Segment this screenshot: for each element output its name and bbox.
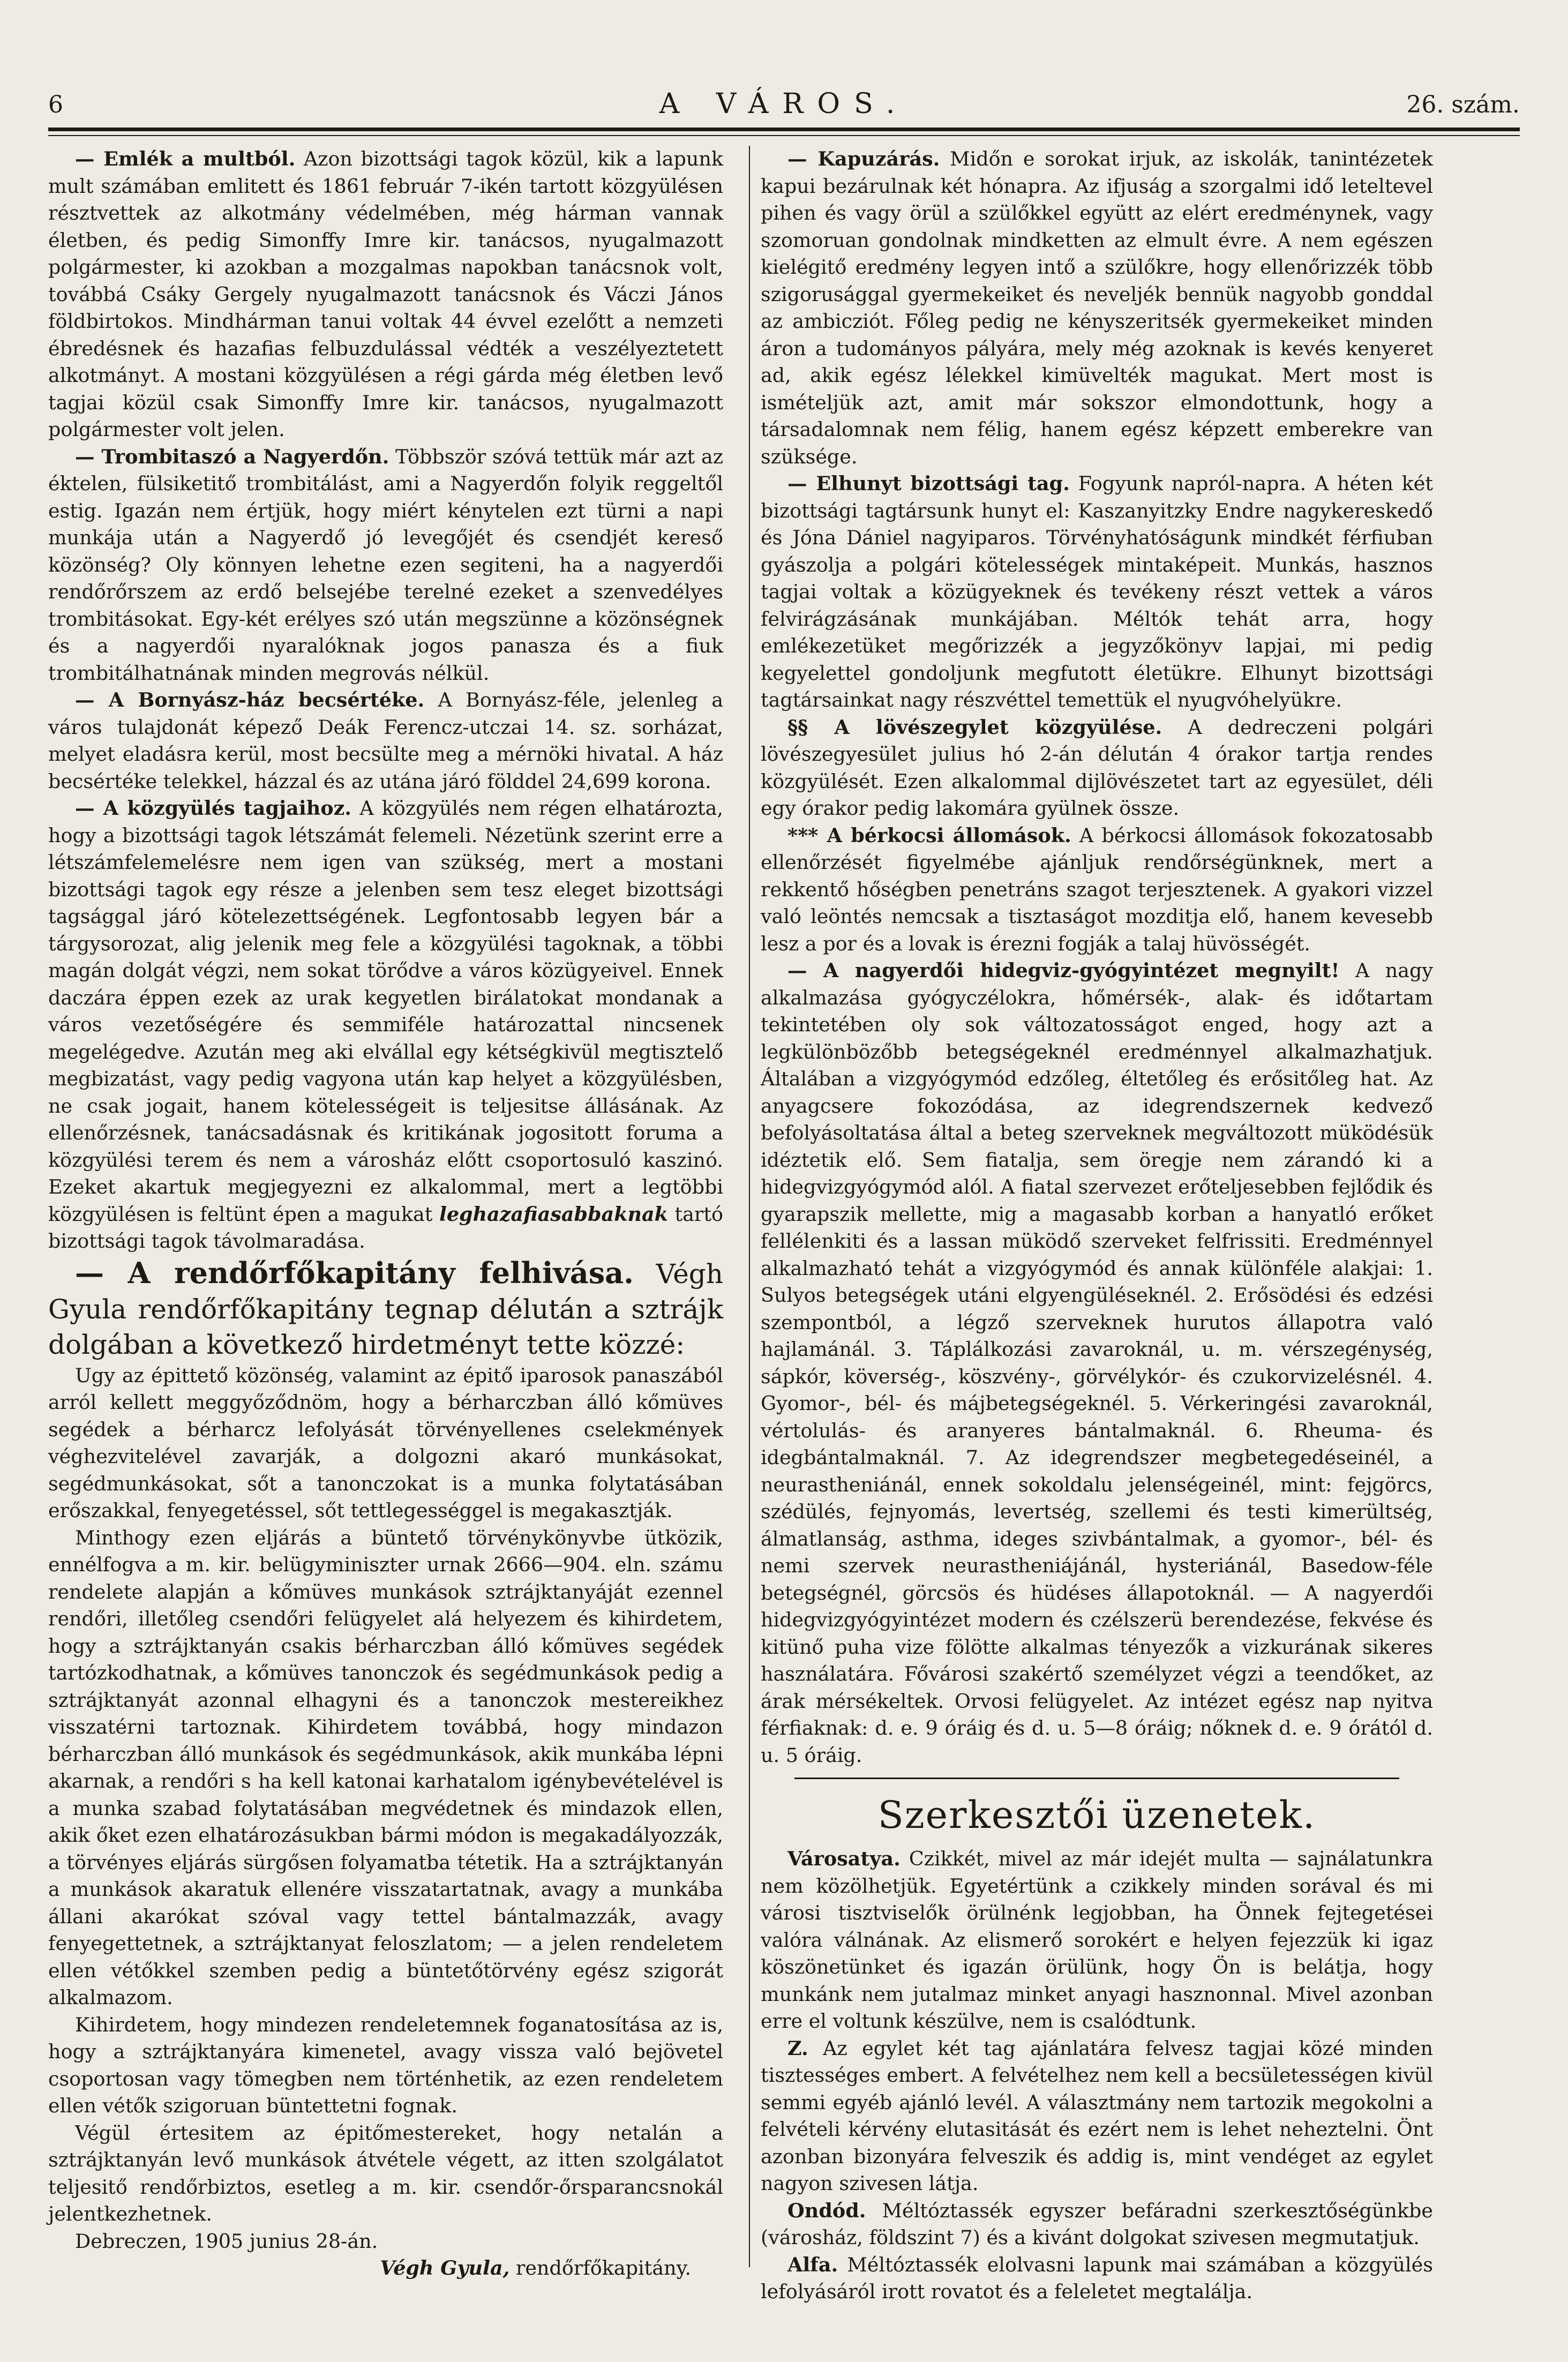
- editor-message: [761, 2035, 1433, 2198]
- article-kapuzaras: [761, 146, 1433, 470]
- message-body: Méltóztassék egyszer befáradni szerkesztőségünkbe (városház, földszint 7) és a kivánt dolgokat szivesen megmutatjuk.: [761, 2199, 1433, 2249]
- article-loveszegylet: [761, 714, 1433, 822]
- message-body: Czikkét, mivel az már idejét multa — sajnálatunkra nem közölhetjük. Egyetértünk a czikkely minden sorával és mi városi tisztviselők örülnénk legjobban, ha Önnek fejtegetései valóra válnának. Az elismerő sorokért e helyen fejezzük ki igaz köszönetünket és igazán örülünk, hogy Ön is belátja, hogy munkánk nem jutalmaz minket anyagi hasznonnal. Mivel azonban erre el voltunk készülve, nem is csalódtunk.: [761, 1847, 1433, 2033]
- article-hidegviz: [761, 957, 1433, 1769]
- article-title: — A rendőrfőkapitány felhivása.: [75, 1255, 634, 1290]
- header-rule-thick: [48, 128, 1520, 131]
- notice-paragraph: Minthogy ezen eljárás a büntető törvénykönyvbe ütközik, ennélfogva a m. kir. belügyminiszter urnak 2666—904. eln. számu rendelete alapján a kőmüves munkások sztrájktanyáját ezennel rendőri, illetőleg csendőri felügyelet alá helyezem és kihirdetem, hogy a sztrájktanyán csakis bérharczban álló kőmüves segédek tartózkodhatnak, a kőmüves tanonczok és segédmunkások pedig a sztrájktanyát azonnal elhagyni és a tanonczok mestereikhez visszatérni tartoznak. Kihirdetem továbbá, hogy mindazon bérharczban álló munkások és segédmunkások, akik munkába lépni akarnak, a rendőri s ha kell katonai karhatalom igénybevételével is a munka szabad folytatásában megvédetnek és mindazok ellen, akik őket ezen elhatározásukban bármi módon is megakadályozzák, a törvényes eljárás sürgősen folyamatba tétetik. Ha a sztrájktanyán a munkások akaratuk ellenére visszatartatnak, avagy a munkába állani akarókat szóval vagy tettel bántalmazzák, avagy fenyegettetnek, a sztrájktanyat feloszlatom; — a jelen rendeletem ellen vétőkkel szemben pedig a büntetőtörvény egész szigorát alkalmazom.: [48, 1526, 723, 2009]
- article-body: A bérkocsi állomások fokozatosabb ellenőrzését figyelmébe ajánljuk rendőrségünknek, mert a rekkentő hőségben penetráns szagot terjesztenek. A gyakori vizzel való leöntés nemcsak a tisztaságot mozditja elő, hanem kevesebb lesz a por és a lovak is érezni fogják a talaj hüvösségét.: [761, 823, 1433, 955]
- article-body: tartó bizottsági tagok távolmaradása.: [48, 1202, 723, 1253]
- signature-title: rendőrfőkapitány.: [515, 2256, 691, 2279]
- article-title: — A nagyerdői hidegviz-gyógyintézet megnyilt!: [787, 959, 1340, 982]
- article-body: Többször szóvá tettük már azt az éktelen, fülsiketitő trombitálást, ami a Nagyerdőn folyik reggeltől estig. Igazán nem értjük, hogy miért kénytelen ezt türni a napi munkája után a Nagyerdő jó levegőjét és csendjét kereső közönség? Oly könnyen lehetne ezen segiteni, ha a nagyerdői rendőrőrszem az erdő belsejébe terelné ezeket a szenvedélyes trombitásokat. Egy-két erélyes szó után megszünne a közönségnek és a nagyerdői nyaralóknak jogos panasza és a fiuk trombitálhatnának minden megrovás nélkül.: [48, 445, 723, 685]
- article-elhunyt: [761, 470, 1433, 714]
- right-column: [761, 146, 1433, 2306]
- article-title: §§ A lövészegylet közgyülése.: [787, 715, 1162, 739]
- message-recipient: Z.: [787, 2036, 808, 2060]
- section-title: Szerkesztői üzenetek.: [877, 1793, 1316, 1837]
- article-rendorfokapitany: [48, 1255, 723, 1362]
- editor-message: [761, 1846, 1433, 2035]
- article-title: — Trombitaszó a Nagyerdőn.: [75, 445, 389, 468]
- article-body: A nagy alkalmazása gyógyczélokra, hőmérsék-, alak- és időtartam tekintetében oly sok változatosságot enged, hogy azt a legkülönbözőbb betegségeknél eredménnyel alkalmazhatjuk. Általában a vizgyógymód edzőleg, éltetőleg és erősitőleg hat. Az anyagcsere fokozódása, az idegrendszernek kedvező befolyásoltatása által a beteg szerveknek megváltozott müködésük idéztetik elő. Sem fiatalja, sem öregje nem zárandó ki a hidegvizgyógymód alól. A fiatal szervezet erőteljesebben fejlődik és gyarapszik mellette, mig a magasabb korban a hanyatló erőket fellélenkiti és a lassan müködő szerveket felfrissiti. Eredménnyel alkalmazható tehát a vizgyógymód és annak különféle alakjai: 1. Sulyos betegségek utáni elgyengüléseknél. 2. Erősödési és edzési szempontból, a légző szerveknek hurutos állapotra való hajlamánál. 3. Táplálkozási zavaroknál, u. m. vérszegénység, sápkór, köverség-, köszvény-, görvélykór- és czukorvizelésnél. 4. Gyomor-, bél- és májbetegségeknél. 5. Vérkeringési zavaroknál, vértolulás- és aranyeres bántalmaknál. 6. Rheuma- és idegbántalmaknál. 7. Az idegrendszer megbetegedéseinél, a neurastheniánál, ennek sokoldalu jelenségeinél, mint: fejgörcs, szédülés, fejnyomás, levertség, szellemi és testi kimerültség, álmatlanság, asthma, ideges szivbántalmak, a gyomor-, bél- és nemi szervek neurastheniájánál, hysteriánál, Basedow-féle betegségnél, görcsös és hüdéses állapotoknál. — A nagyerdői hidegvizgyógyintézet modern és czélszerü berendezése, fekvése és kitünő puha vize fölötte alkalmas tényezők a vizkurának sikeres használatára. Fővárosi szakértő személyzet végzi a teendőket, az árak mérsékeltek. Orvosi felügyelet. Az intézet egész nap nyitva férfiaknak: d. e. 9 óráig és d. u. 5—8 óráig; nőknek d. e. 9 órától d. u. 5 óráig.: [761, 959, 1433, 1767]
- left-column: [48, 146, 723, 2282]
- article-emlek: [48, 146, 723, 444]
- notice-signature: [48, 2255, 723, 2282]
- article-title: — A közgyülés tagjaihoz.: [75, 797, 352, 820]
- section-rule: [794, 1778, 1400, 1779]
- page-number: 6: [48, 91, 63, 118]
- message-body: Méltóztassék elolvasni lapunk mai számában a közgyülés lefolyásáról irott rovatot és a feleletet megtalálja.: [761, 2253, 1434, 2303]
- message-body: Az egylet két tag ajánlatára felvesz tagjai közé minden tisztességes embert. A felvételhez nem kell a becsületességen kivül semmi egyéb ajánló levél. A választmány nem tartozik megokolni a felvételi kérvény elutasitását és ezért nem is lehet neheztelni. Önt azonban bizonyára felveszik és addig is, mint vendéget az egylet nagyon szivesen látja.: [761, 2036, 1434, 2195]
- article-body: Midőn e sorokat irjuk, az iskolák, tanintézetek kapui bezárulnak két hónapra. Az ifjuság a szorgalmi idő leteltevel pihen és vagy örül a szülőkkel együtt az elért eredménynek, vagy szomoruan gondolnak mindketten az elmult évre. A nem egészen kielégitő eredmény legyen intő a szülőkre, hogy ellenőrizzék több szigorusággal gyermekeiket és neveljék bennük nagyobb gonddal az ambicziót. Főleg pedig ne kényszeritsék gyermekeiket minden áron a tudományos pályára, mely még azoknak is kevés kenyeret ad, akik egész lélekkel kimüvelték magukat. Mert most is ismételjük azt, amit már sokszor elmondottunk, hogy a társadalomnak nem félig, hanem egész képzett emberekre van szüksége.: [761, 147, 1433, 468]
- notice-date: Debreczen, 1905 junius 28-án.: [75, 2229, 378, 2253]
- article-kozgyules: [48, 795, 723, 1255]
- column-divider: [749, 146, 750, 2267]
- article-bornyasz: [48, 687, 723, 795]
- notice-paragraph: Kihirdetem, hogy mindezen rendeletemnek foganatosítása az is, hogy a sztrájktanyára kimenetel, avagy vissza való bejövetel csoportosan vagy tömegben nem történhetik, az ezen rendeletem ellen vétők szigoruan büntettetni fognak.: [48, 2013, 723, 2117]
- article-body: A dedreczeni polgári lövészegyesület julius hó 2-án délután 4 órakor tartja rendes közgyülését. Ezen alkalommal dijlövészetet tart az egyesület, déli egy órakor pedig lakomára gyülnek össze.: [761, 715, 1433, 820]
- article-emphasis: leghazafiasabbaknak: [439, 1202, 668, 1226]
- header-rule-thin: [48, 135, 1520, 136]
- article-title: — A Bornyász-ház becsértéke.: [75, 688, 425, 711]
- article-trombitaszo: [48, 444, 723, 687]
- editor-message: [761, 2252, 1433, 2306]
- article-title: — Elhunyt bizottsági tag.: [787, 472, 1070, 495]
- article-body: A Bornyász-féle, jelenleg a város tulajdonát képező Deák Ferencz-utczai 14. sz. sorházat, melyet eladásra kerül, most becsülte meg a mérnöki hivatal. A ház becsértéke telekkel, házzal és az utána járó földdel 24,699 korona.: [48, 688, 724, 793]
- editor-message: [761, 2198, 1433, 2252]
- article-body: Fogyunk napról-napra. A héten két bizottsági tagtársunk hunyt el: Kaszanyitzky Endre nagykereskedő és Jóna Dániel nagyiparos. Törvényhatóságunk mindkét férfiuban gyászolja a polgári kötelességek mintaképeit. Munkás, hasznos tagjai voltak a közügyeknek és tevékeny részt vettek a város felvirágzásának munkájában. Méltók tehát arra, hogy emlékezetüket megőrizzék a jegyzőkönyv lapjai, mi pedig kegyelettel gondoljunk megfutott életükre. Elhunyt bizottsági tagtársainkat nagy részvéttel temettük el nyugvóhelyükre.: [761, 472, 1433, 711]
- newspaper-title: A VÁROS.: [659, 88, 909, 120]
- page-header: [48, 80, 1520, 129]
- article-berkocsi: [761, 822, 1433, 958]
- article-body: Azon bizottsági tagok közül, kik a lapunk mult számában emlitett és 1861 február 7-ikén tartott közgyülésen résztvettek az alkotmány védelmében, még hárman vannak életben, és pedig Simonffy Imre kir. tanácsos, nyugalmazott polgármester, ki azokban a mozgalmas napokban tanácsnok volt, továbbá Csáky Gergely nyugalmazott tanácsnok és Váczi János földbirtokos. Mindhárman tanui voltak 44 évvel ezelőtt a nemzeti ébredésnek és hazafias felbuzdulással védték a veszélyeztetett alkotmányt. A mostani közgyülésen a régi gárda még életben levő tagjai közül csak Simonffy Imre kir. tanácsos, nyugalmazott polgármester volt jelen.: [48, 147, 723, 441]
- notice-paragraph: Ugy az épittető közönség, valamint az épitő iparosok panaszából arról kellett meggyőződnöm, hogy a bérharczban álló kőmüves segédek a bérharcz lefolyását törvényellenes cselekmények véghezvitelével zavarják, a dolgozni akaró munkásokat, segédmunkásokat, sőt a tanonczokat is a munka folytatásában erőszakkal, fenyegetéssel, sőt tettlegességgel is megakasztják.: [48, 1363, 723, 1522]
- article-body: A közgyülés nem régen elhatározta, hogy a bizottsági tagok létszámát felemeli. Nézetünk szerint erre a létszámfelemelésre nem igen van szükség, mert a mostani bizottsági tagok egy része a jelenben sem tesz eleget bizottsági tagsággal járó kötelezettségének. Legfontosabb legyen bár a tárgysorozat, alig jelenik meg fele a közgyülési tagoknak, a többi magán dolgát végzi, nem sokat törődve a város közügyeivel. Ennek daczára éppen ezek az urak kegyetlen birálatokat mondanak a város vezetőségére és semmiféle határozattal nincsenek megelégedve. Azután meg aki elvállal egy kétségkivül megtisztelő megbizatást, vagy pedig vagyona után kap helyet a közgyülésben, ne csak jogait, hanem kötelességeit is teljesitse állásának. Az ellenőrzésnek, tanácsadásnak és kritikának jogositott foruma a közgyülési terem és nem a városház előtt csoportosuló kaszinó. Ezeket akartuk megjegyezni ez alkalommal, mert a legtöbbi közgyülésen is feltünt épen a magukat: [48, 797, 723, 1226]
- notice-paragraph: Végül értesitem az épitőmestereket, hogy netalán a sztrájktanyán levő munkások átvétele végett, az itten szolgálatot teljesitő rendőrbiztos, esetleg a m. kir. csendőr-őrsparancsnokál jelentkezhetnek.: [48, 2121, 723, 2225]
- issue-number: 26. szám.: [1406, 91, 1520, 118]
- article-title: *** A bérkocsi állomások.: [787, 823, 1071, 847]
- article-title: — Emlék a multból.: [75, 147, 296, 170]
- message-recipient: Ondód.: [787, 2199, 866, 2222]
- article-title: — Kapuzárás.: [787, 147, 940, 170]
- message-recipient: Alfa.: [787, 2253, 838, 2276]
- signature-name: Végh Gyula,: [380, 2256, 510, 2279]
- article-body: Végh Gyula rendőrfőkapitány tegnap délután a sztrájk dolgában a következő hirdetményt tette közzé:: [48, 1258, 723, 1360]
- message-recipient: Városatya.: [787, 1847, 901, 1870]
